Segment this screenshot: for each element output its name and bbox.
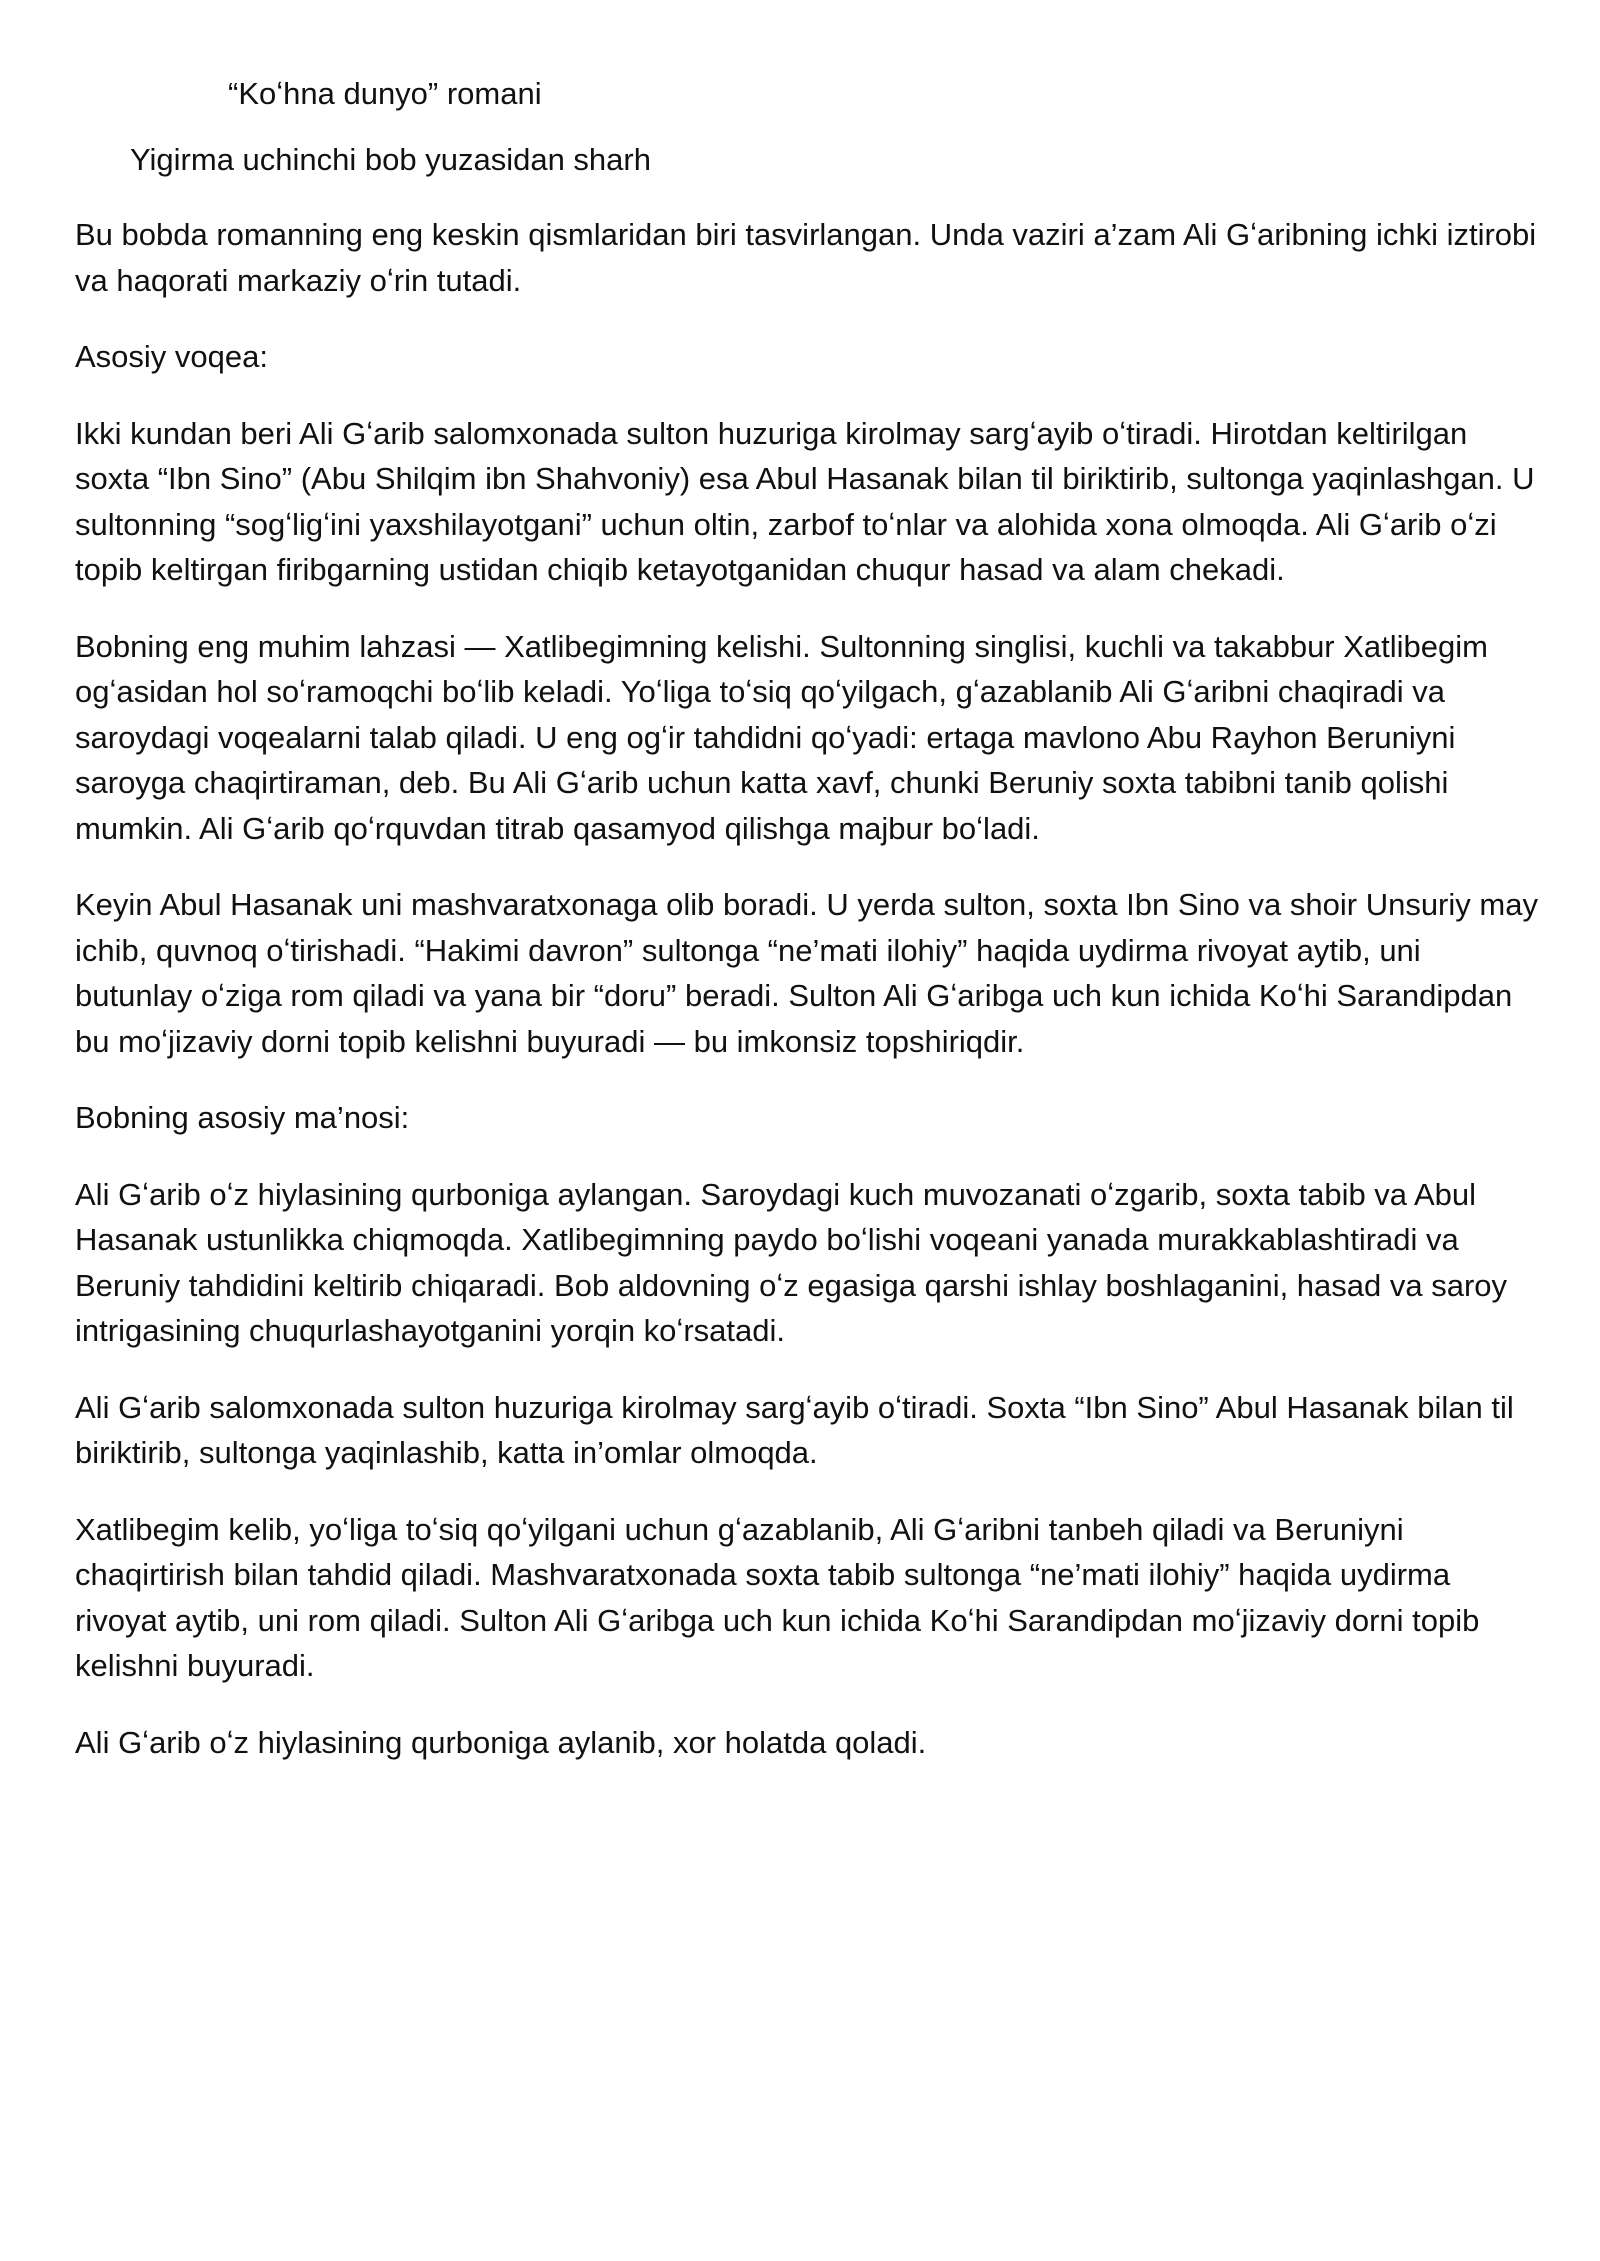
document-body	[75, 72, 1545, 1796]
paragraph-key-moment: Bobning eng muhim lahzasi — Xatlibegimning kelishi. Sultonning singlisi, kuchli va takabbur Xatlibegim ogʻasidan hol soʻramoqchi boʻlib keladi. Yoʻliga toʻsiq qoʻyilgach, gʻazablanib Ali Gʻaribni chaqiradi va saroydagi voqealarni talab qiladi. U eng ogʻir tahdidni qoʻyadi: ertaga mavlono Abu Rayhon Beruniyni saroyga chaqirtiraman, deb. Bu Ali Gʻarib uchun katta xavf, chunki Beruniy soxta tabibni tanib qolishi mumkin. Ali Gʻarib qoʻrquvdan titrab qasamyod qilishga majbur boʻladi.	[75, 628, 1488, 846]
paragraph-main-event: Ikki kundan beri Ali Gʻarib salomxonada sulton huzuriga kirolmay sargʻayib oʻtiradi. Hirotdan keltirilgan soxta “Ibn Sino” (Abu Shilqim ibn Shahvoniy) esa Abul Hasanak bilan til biriktirib, sultonga yaqinlashgan. U sultonning “sogʻligʻini yaxshilayotgani” uchun oltin, zarbof toʻnlar va alohida xona olmoqda. Ali Gʻarib oʻzi topib keltirgan firibgarning ustidan chiqib ketayotganidan chuqur hasad va alam chekadi.	[75, 415, 1535, 587]
paragraph-summary-2: Xatlibegim kelib, yoʻliga toʻsiq qoʻyilgani uchun gʻazablanib, Ali Gʻaribni tanbeh qiladi va Beruniyni chaqirtirish bilan tahdid qiladi. Mashvaratxonada soxta tabib sultonga “ne’mati ilohiy” haqida uydirma rivoyat aytib, uni rom qiladi. Sulton Ali Gʻaribga uch kun ichida Koʻhi Sarandipdan moʻjizaviy dorni topib kelishni buyuradi.	[75, 1511, 1480, 1683]
document-subtitle: Yigirma uchinchi bob yuzasidan sharh	[130, 142, 651, 177]
paragraph-intro: Bu bobda romanning eng keskin qismlaridan biri tasvirlangan. Unda vaziri a’zam Ali Gʻaribning ichki iztirobi va haqorati markaziy oʻrin tutadi.	[75, 217, 1537, 298]
paragraph-council-room: Keyin Abul Hasanak uni mashvaratxonaga olib boradi. U yerda sulton, soxta Ibn Sino va shoir Unsuriy may ichib, quvnoq oʻtirishadi. “Hakimi davron” sultonga “ne’mati ilohiy” haqida uydirma rivoyat aytib, uni butunlay oʻziga rom qiladi va yana bir “doru” beradi. Sulton Ali Gʻaribga uch kun ichida Koʻhi Sarandipdan bu moʻjizaviy dorni topib kelishni buyuradi — bu imkonsiz topshiriqdir.	[75, 887, 1538, 1059]
paragraph-meaning: Ali Gʻarib oʻz hiylasining qurboniga aylangan. Saroydagi kuch muvozanati oʻzgarib, soxta tabib va Abul Hasanak ustunlikka chiqmoqda. Xatlibegimning paydo boʻlishi voqeani yanada murakkablashtiradi va Beruniy tahdidini keltirib chiqaradi. Bob aldovning oʻz egasiga qarshi ishlay boshlaganini, hasad va saroy intrigasining chuqurlashayotganini yorqin koʻrsatadi.	[75, 1176, 1508, 1348]
paragraph-main-event-heading: Asosiy voqea:	[75, 339, 268, 374]
paragraph-meaning-heading: Bobning asosiy ma’nosi:	[75, 1100, 410, 1135]
paragraph-summary-1: Ali Gʻarib salomxonada sulton huzuriga kirolmay sargʻayib oʻtiradi. Soxta “Ibn Sino” Abul Hasanak bilan til biriktirib, sultonga yaqinlashib, katta in’omlar olmoqda.	[75, 1389, 1514, 1470]
document-title: “Koʻhna dunyo” romani	[228, 76, 542, 111]
paragraph-conclusion: Ali Gʻarib oʻz hiylasining qurboniga aylanib, xor holatda qoladi.	[75, 1724, 927, 1760]
